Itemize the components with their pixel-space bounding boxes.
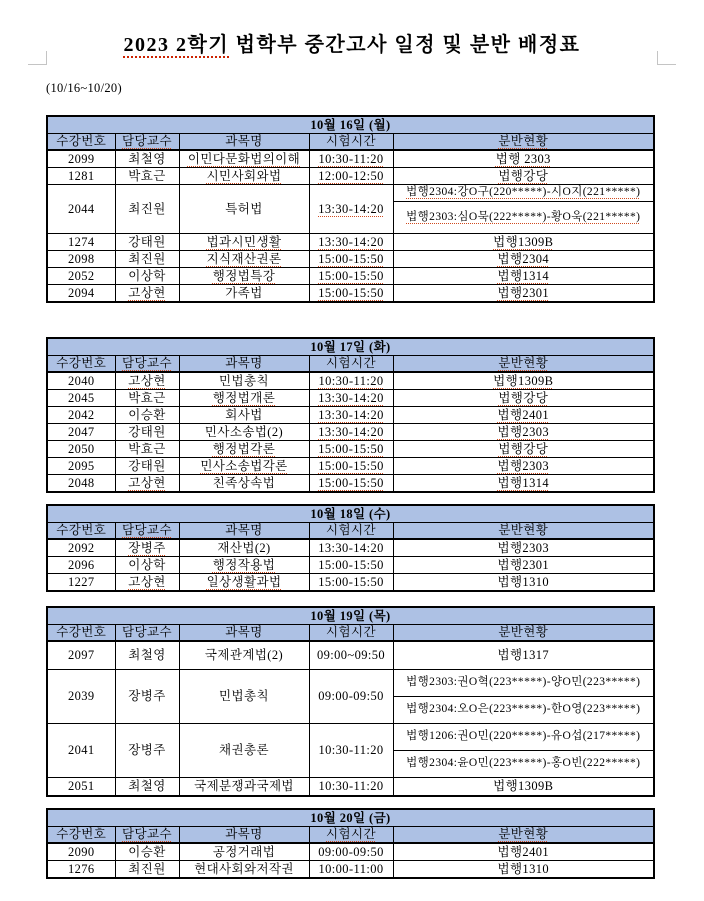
course-number: 2095 [47,458,115,475]
professor-name: 최철영 [115,778,179,797]
professor-name: 최진원 [115,251,179,268]
exam-time: 15:00-15:50 [309,268,393,285]
course-row [47,390,654,407]
room-assignment: 법행1317 [393,641,654,670]
course-number: 2044 [47,185,115,234]
course-number: 2045 [47,390,115,407]
professor-name: 박효근 [115,168,179,185]
column-header: 담당교수 [115,625,179,642]
subject-name: 민법총칙 [179,372,309,390]
exam-time: 13:30-14:20 [309,424,393,441]
course-number: 2097 [47,641,115,670]
course-row [47,168,654,185]
day-header: 10월 19일 (목) [47,607,654,625]
subject-name: 국제관계법(2) [179,641,309,670]
column-header: 수강번호 [47,625,115,642]
professor-name: 최철영 [115,641,179,670]
room-assignment: 법행2303 [393,424,654,441]
exam-time: 10:00-11:00 [309,861,393,879]
room-assignment: 법행2304:오O은(223*****)-한O영(223*****) [393,697,654,724]
exam-time: 15:00-15:50 [309,441,393,458]
room-assignment: 법행2301 [393,285,654,303]
column-header: 담당교수 [115,134,179,151]
course-number: 1274 [47,234,115,251]
column-header: 수강번호 [47,827,115,844]
page-margin-mark-top-left [28,51,47,65]
day-header: 10월 18일 (수) [47,505,654,523]
room-assignment: 법행2401 [393,407,654,424]
course-row [47,670,654,697]
exam-time: 10:30-11:20 [309,724,393,778]
title-rest: 법학부 중간고사 일정 및 분반 배정표 [229,34,581,56]
column-header: 시험시간 [309,134,393,151]
professor-name: 이승환 [115,843,179,861]
subject-name: 친족상속법 [179,475,309,493]
column-header: 수강번호 [47,356,115,373]
course-row [47,458,654,475]
column-header: 담당교수 [115,523,179,540]
subject-name: 가족법 [179,285,309,303]
course-row [47,539,654,557]
subject-name: 현대사회와저작권 [179,861,309,879]
course-row [47,185,654,202]
professor-name: 장병주 [115,539,179,557]
column-header: 수강번호 [47,523,115,540]
subject-name: 이민다문화법의이해 [179,150,309,168]
course-row [47,372,654,390]
column-header: 시험시간 [309,827,393,844]
column-header: 담당교수 [115,356,179,373]
course-number: 2051 [47,778,115,797]
room-assignment: 법행2303:심O묵(222*****)-황O욱(221*****) [393,202,654,234]
exam-time: 15:00-15:50 [309,475,393,493]
professor-name: 고상현 [115,372,179,390]
subject-name: 행정작용법 [179,557,309,574]
subject-name: 민법총칙 [179,670,309,724]
column-header: 분반현황 [393,625,654,642]
course-row [47,574,654,592]
exam-time: 13:30-14:20 [309,234,393,251]
course-number: 2042 [47,407,115,424]
room-assignment: 법행2304:윤O민(223*****)-홍O빈(222*****) [393,751,654,778]
course-number: 2092 [47,539,115,557]
room-assignment: 법행1309B [393,372,654,390]
exam-time: 10:30-11:20 [309,778,393,797]
course-row [47,234,654,251]
room-assignment: 법행1310 [393,861,654,879]
course-row [47,150,654,168]
exam-time: 15:00-15:50 [309,251,393,268]
exam-time: 10:30-11:20 [309,150,393,168]
room-assignment: 법행2303:권O혁(223*****)-양O민(223*****) [393,670,654,697]
course-number: 1227 [47,574,115,592]
title-underlined-part: 2023 2학기 [123,34,230,56]
column-header: 분반현황 [393,523,654,540]
schedule-tables [0,115,704,879]
day-header: 10월 17일 (화) [47,338,654,356]
page-margin-mark-top-right [657,51,676,65]
professor-name: 강태원 [115,424,179,441]
subject-name: 민사소송법각론 [179,458,309,475]
professor-name: 최진원 [115,185,179,234]
room-assignment: 법행2303 [393,539,654,557]
subject-name: 채권총론 [179,724,309,778]
column-header: 분반현황 [393,356,654,373]
room-assignment: 법행2304:강O구(220*****)-시O지(221*****) [393,185,654,202]
course-number: 2099 [47,150,115,168]
exam-time: 12:00-12:50 [309,168,393,185]
professor-name: 장병주 [115,724,179,778]
date-range: (10/16~10/20) [46,81,122,95]
room-assignment: 법행2303 [393,458,654,475]
room-assignment: 법행강당 [393,168,654,185]
subject-name: 공정거래법 [179,843,309,861]
professor-name: 고상현 [115,285,179,303]
course-number: 2052 [47,268,115,285]
exam-time: 09:00-09:50 [309,670,393,724]
professor-name: 고상현 [115,475,179,493]
course-number: 2047 [47,424,115,441]
column-header: 과목명 [179,827,309,844]
course-number: 1276 [47,861,115,879]
professor-name: 이상학 [115,557,179,574]
professor-name: 박효근 [115,441,179,458]
professor-name: 최철영 [115,150,179,168]
professor-name: 고상현 [115,574,179,592]
course-row [47,724,654,751]
column-header: 과목명 [179,625,309,642]
professor-name: 장병주 [115,670,179,724]
room-assignment: 법행1206:권O민(220*****)-유O섭(217*****) [393,724,654,751]
column-header: 과목명 [179,356,309,373]
room-assignment: 법행2401 [393,843,654,861]
room-assignment: 법행강당 [393,390,654,407]
course-row [47,424,654,441]
subject-name: 지식재산권론 [179,251,309,268]
column-header: 과목명 [179,134,309,151]
subject-name: 일상생활과법 [179,574,309,592]
subject-name: 행정법개론 [179,390,309,407]
column-header: 과목명 [179,523,309,540]
course-row [47,843,654,861]
exam-time: 15:00-15:50 [309,458,393,475]
course-number: 2096 [47,557,115,574]
exam-time: 09:00-09:50 [309,843,393,861]
day-header: 10월 16일 (월) [47,116,654,134]
exam-time: 09:00~09:50 [309,641,393,670]
subject-name: 행정법특강 [179,268,309,285]
subject-name: 회사법 [179,407,309,424]
room-assignment: 법행1309B [393,234,654,251]
subject-name: 민사소송법(2) [179,424,309,441]
course-number: 2048 [47,475,115,493]
professor-name: 박효근 [115,390,179,407]
subject-name: 법과시민생활 [179,234,309,251]
course-row [47,778,654,797]
room-assignment: 법행1314 [393,268,654,285]
exam-time: 15:00-15:50 [309,557,393,574]
course-number: 2041 [47,724,115,778]
subject-name: 국제분쟁과국제법 [179,778,309,797]
course-row [47,441,654,458]
course-number: 2094 [47,285,115,303]
exam-time: 15:00-15:50 [309,285,393,303]
room-assignment: 법행강당 [393,441,654,458]
room-assignment: 법행2304 [393,251,654,268]
exam-time: 15:00-15:50 [309,574,393,592]
course-number: 2039 [47,670,115,724]
subject-name: 재산법(2) [179,539,309,557]
room-assignment: 법행1309B [393,778,654,797]
course-number: 1281 [47,168,115,185]
course-row [47,475,654,493]
column-header: 분반현황 [393,134,654,151]
schedule-table-day-2 [46,337,655,493]
column-header: 시험시간 [309,356,393,373]
course-row [47,251,654,268]
schedule-table-day-4 [46,606,655,797]
course-number: 2040 [47,372,115,390]
professor-name: 강태원 [115,458,179,475]
column-header: 시험시간 [309,625,393,642]
subject-name: 특허법 [179,185,309,234]
page-title [0,28,704,57]
course-row [47,407,654,424]
exam-time: 13:30-14:20 [309,539,393,557]
schedule-table-day-3 [46,504,655,592]
subject-name: 행정법각론 [179,441,309,458]
day-header: 10월 20일 (금) [47,809,654,827]
professor-name: 이승환 [115,407,179,424]
exam-time: 10:30-11:20 [309,372,393,390]
exam-time: 13:30-14:20 [309,407,393,424]
course-row [47,285,654,303]
schedule-table-day-5 [46,808,655,879]
exam-time: 13:30-14:20 [309,185,393,234]
room-assignment: 법행 2303 [393,150,654,168]
course-row [47,557,654,574]
column-header: 담당교수 [115,827,179,844]
column-header: 수강번호 [47,134,115,151]
professor-name: 최진원 [115,861,179,879]
course-row [47,861,654,879]
professor-name: 이상학 [115,268,179,285]
professor-name: 강태원 [115,234,179,251]
column-header: 시험시간 [309,523,393,540]
course-number: 2098 [47,251,115,268]
schedule-table-day-1 [46,115,655,303]
column-header: 분반현황 [393,827,654,844]
course-row [47,268,654,285]
course-row [47,641,654,670]
subject-name: 시민사회와법 [179,168,309,185]
room-assignment: 법행1310 [393,574,654,592]
course-number: 2090 [47,843,115,861]
room-assignment: 법행1314 [393,475,654,493]
course-number: 2050 [47,441,115,458]
room-assignment: 법행2301 [393,557,654,574]
exam-time: 13:30-14:20 [309,390,393,407]
